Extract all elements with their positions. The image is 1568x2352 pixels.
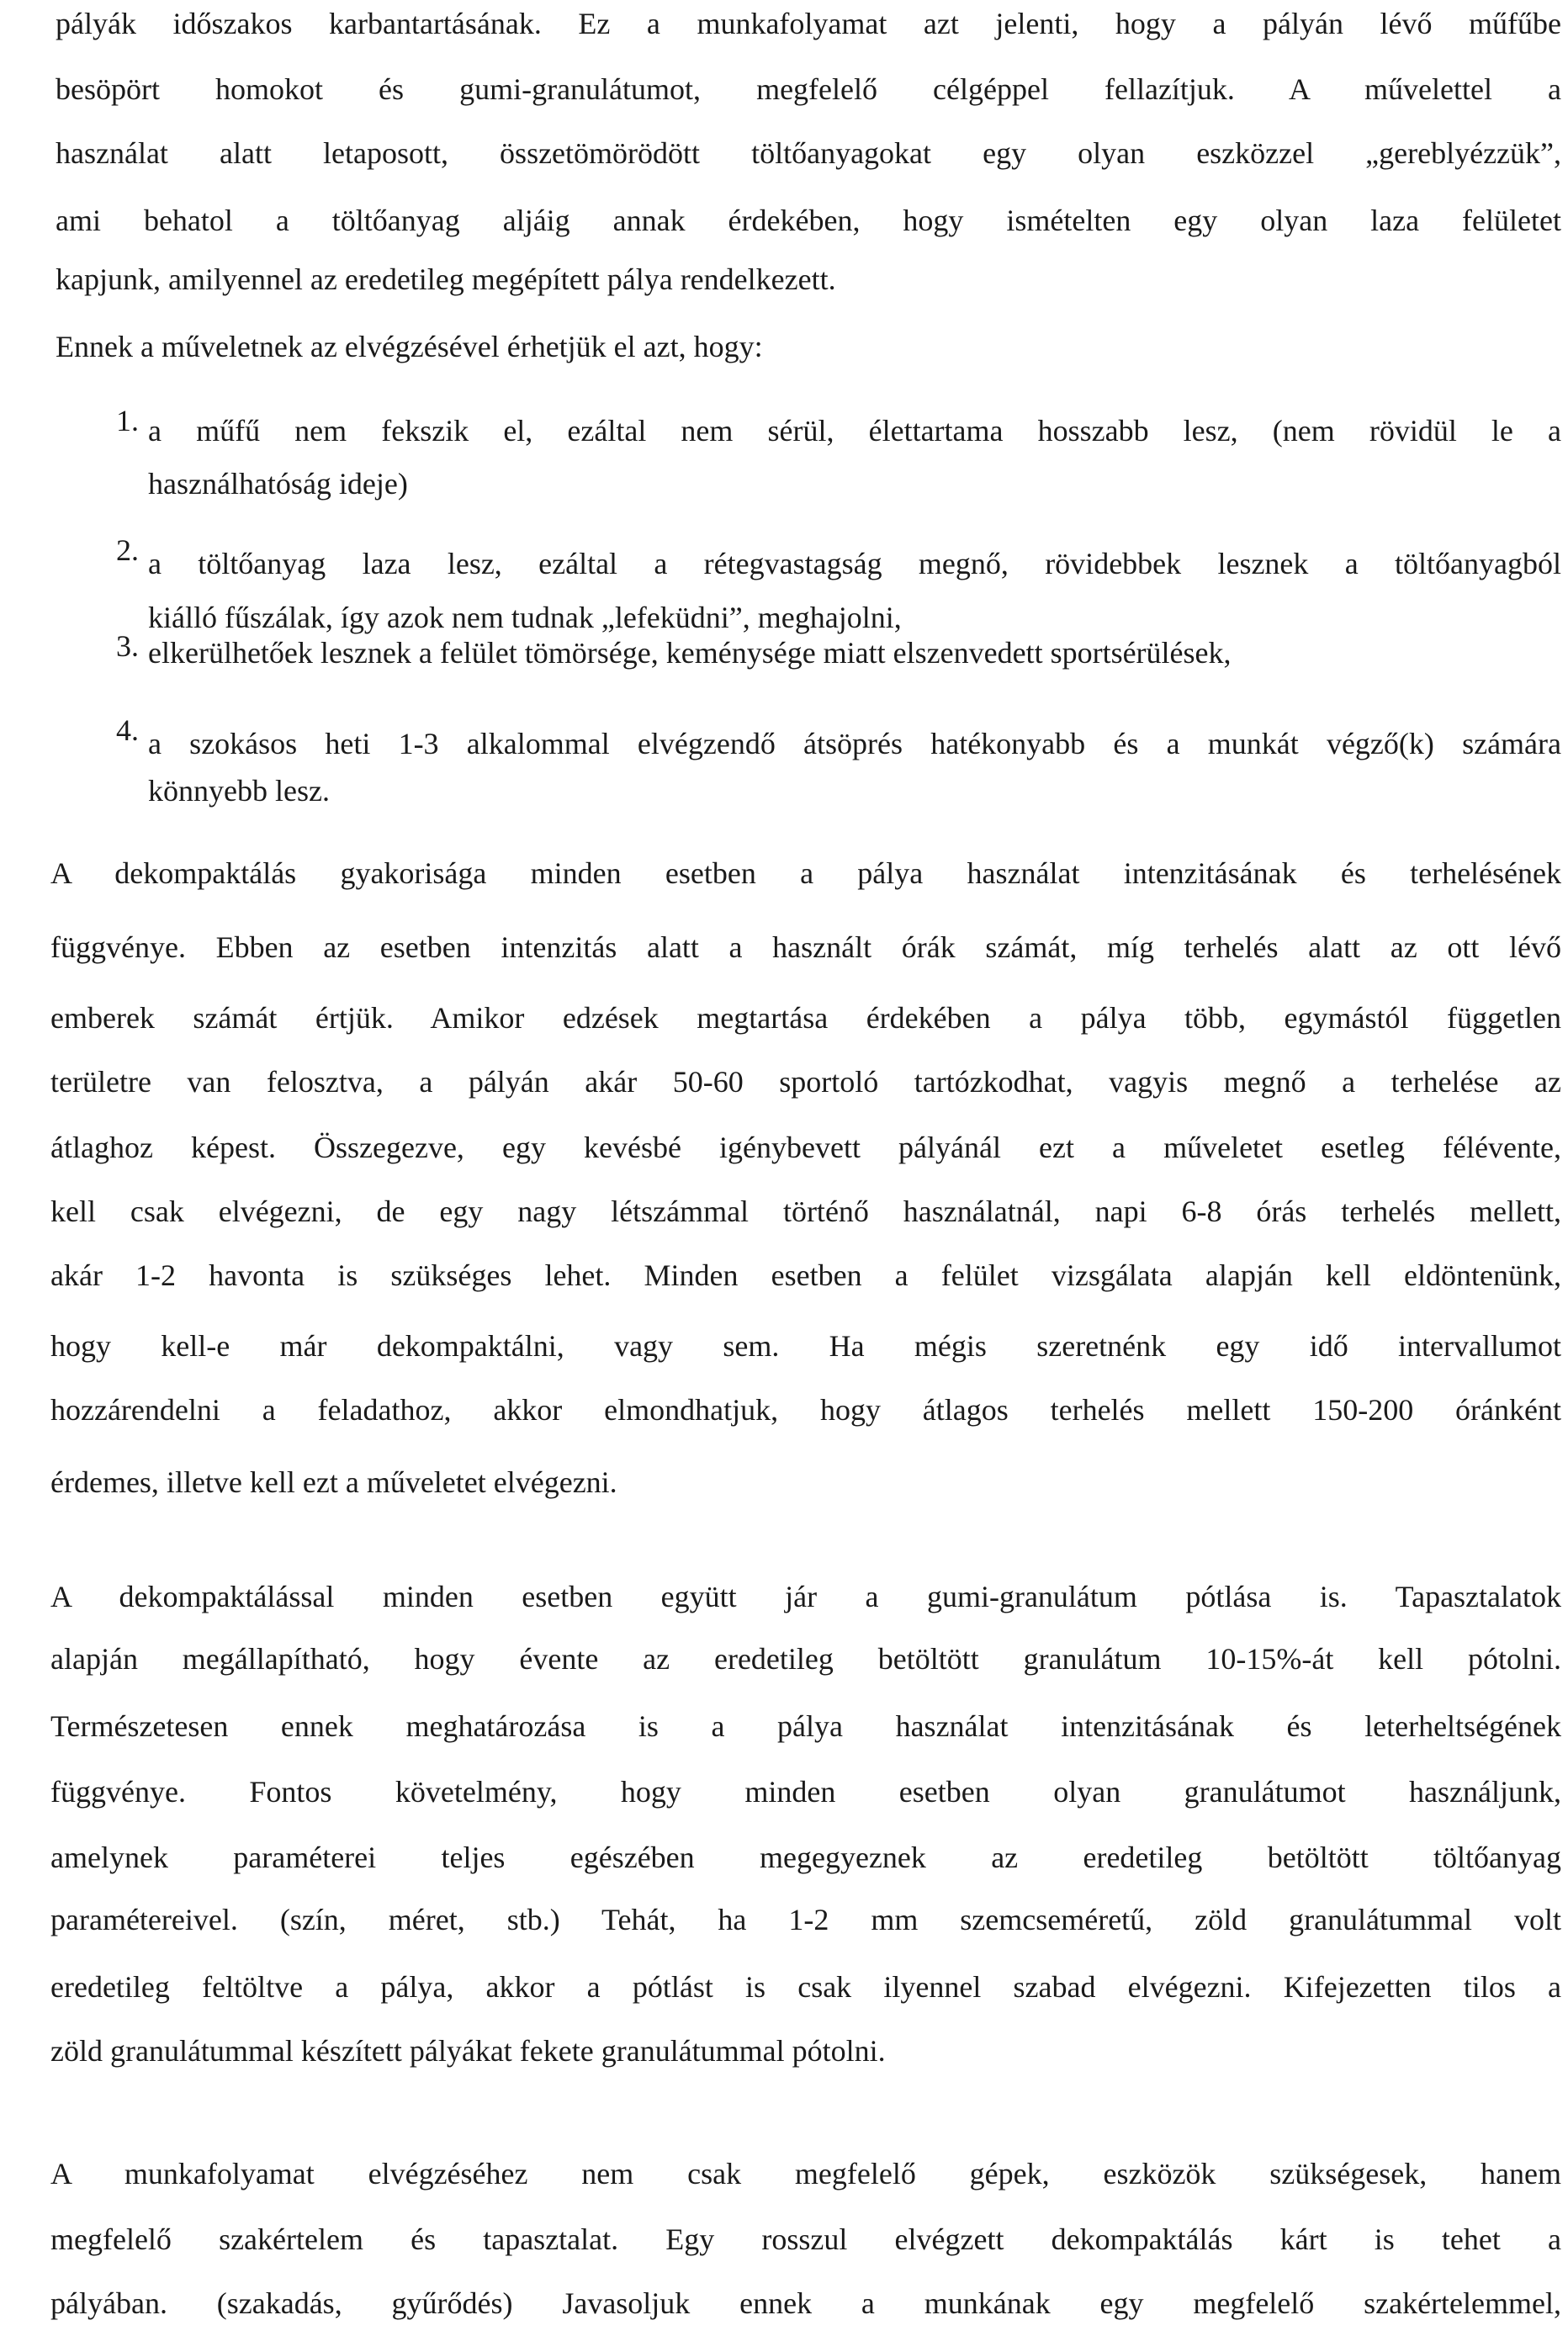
paragraph-line: területre van felosztva, a pályán akár 50-60 sportoló tartózkodhat, vagyis megnő a terhelése az [50, 1065, 1561, 1099]
paragraph-line: kapjunk, amilyennel az eredetileg megépített pálya rendelkezett. [56, 262, 836, 296]
paragraph-line: A munkafolyamat elvégzéséhez nem csak megfelelő gépek, eszközök szükségesek, hanem [50, 2157, 1561, 2190]
paragraph-line: amelynek paraméterei teljes egészében megegyeznek az eredetileg betöltött töltőanyag [50, 1841, 1561, 1874]
list-item-line: használhatóság ideje) [148, 467, 408, 501]
paragraph-line: függvénye. Ebben az esetben intenzitás alatt a használt órák számát, míg terhelés alatt az ott lévő [50, 930, 1561, 964]
paragraph-line: használat alatt letaposott, összetömörödött töltőanyagokat egy olyan eszközzel „gereblyézzük”, [56, 136, 1561, 170]
paragraph-line: besöpört homokot és gumi-granulátumot, megfelelő célgéppel fellazítjuk. A művelettel a [56, 72, 1561, 106]
paragraph-line: alapján megállapítható, hogy évente az eredetileg betöltött granulátum 10-15%-át kell pótolni. [50, 1642, 1561, 1676]
list-item-number: 2. [116, 533, 139, 567]
list-item-line: könnyebb lesz. [148, 774, 330, 808]
list-item-line: a műfű nem fekszik el, ezáltal nem sérül, élettartama hosszabb lesz, (nem rövidül le a [148, 414, 1561, 448]
list-item-number: 4. [116, 713, 139, 747]
list-item-number: 3. [116, 629, 139, 663]
list-item-number: 1. [116, 404, 139, 437]
paragraph-line: kell csak elvégezni, de egy nagy létszámmal történő használatnál, napi 6-8 órás terhelés mellett, [50, 1195, 1561, 1228]
list-item-line: kiálló fűszálak, így azok nem tudnak „lefeküdni”, meghajolni, [148, 601, 902, 634]
paragraph-line: akár 1-2 havonta is szükséges lehet. Minden esetben a felület vizsgálata alapján kell eldöntenünk, [50, 1258, 1561, 1292]
paragraph-line: Természetesen ennek meghatározása is a pálya használat intenzitásának és leterheltségének [50, 1709, 1561, 1743]
paragraph-line: eredetileg feltöltve a pálya, akkor a pótlást is csak ilyennel szabad elvégezni. Kifejezetten tilos a [50, 1970, 1561, 2004]
paragraph-line: zöld granulátummal készített pályákat fekete granulátummal pótolni. [50, 2034, 886, 2068]
paragraph-line: pályában. (szakadás, gyűrődés) Javasoljuk ennek a munkának egy megfelelő szakértelemmel, [50, 2286, 1561, 2320]
paragraph-line: hogy kell-e már dekompaktálni, vagy sem. Ha mégis szeretnénk egy idő intervallumot [50, 1329, 1561, 1363]
paragraph-line: átlaghoz képest. Összegezve, egy kevésbé igénybevett pályánál ezt a műveletet esetleg félévente, [50, 1131, 1561, 1164]
list-intro: Ennek a műveletnek az elvégzésével érhetjük el azt, hogy: [56, 330, 763, 363]
paragraph-line: paramétereivel. (szín, méret, stb.) Tehát, ha 1-2 mm szemcseméretű, zöld granulátummal volt [50, 1903, 1561, 1936]
paragraph-line: függvénye. Fontos követelmény, hogy minden esetben olyan granulátumot használjunk, [50, 1775, 1561, 1809]
paragraph-line: ami behatol a töltőanyag aljáig annak érdekében, hogy ismételten egy olyan laza felületet [56, 204, 1561, 237]
paragraph-line: A dekompaktálás gyakorisága minden esetben a pálya használat intenzitásának és terhelésének [50, 856, 1561, 890]
paragraph-line: érdemes, illetve kell ezt a műveletet elvégezni. [50, 1465, 617, 1499]
list-item-line: a szokásos heti 1-3 alkalommal elvégzendő átsöprés hatékonyabb és a munkát végző(k) számára [148, 727, 1561, 760]
paragraph-line: pályák időszakos karbantartásának. Ez a munkafolyamat azt jelenti, hogy a pályán lévő műfűbe [56, 7, 1561, 40]
paragraph-line: hozzárendelni a feladathoz, akkor elmondhatjuk, hogy átlagos terhelés mellett 150-200 óránként [50, 1393, 1561, 1427]
list-item-line: elkerülhetőek lesznek a felület tömörsége, keménysége miatt elszenvedett sportsérülések, [148, 636, 1232, 670]
paragraph-line: megfelelő szakértelem és tapasztalat. Egy rosszul elvégzett dekompaktálás kárt is tehet a [50, 2222, 1561, 2256]
paragraph-line: A dekompaktálással minden esetben együtt jár a gumi-granulátum pótlása is. Tapasztalatok [50, 1580, 1561, 1613]
paragraph-line: emberek számát értjük. Amikor edzések megtartása érdekében a pálya több, egymástól független [50, 1001, 1561, 1035]
list-item-line: a töltőanyag laza lesz, ezáltal a rétegvastagság megnő, rövidebbek lesznek a töltőanyagból [148, 547, 1561, 580]
